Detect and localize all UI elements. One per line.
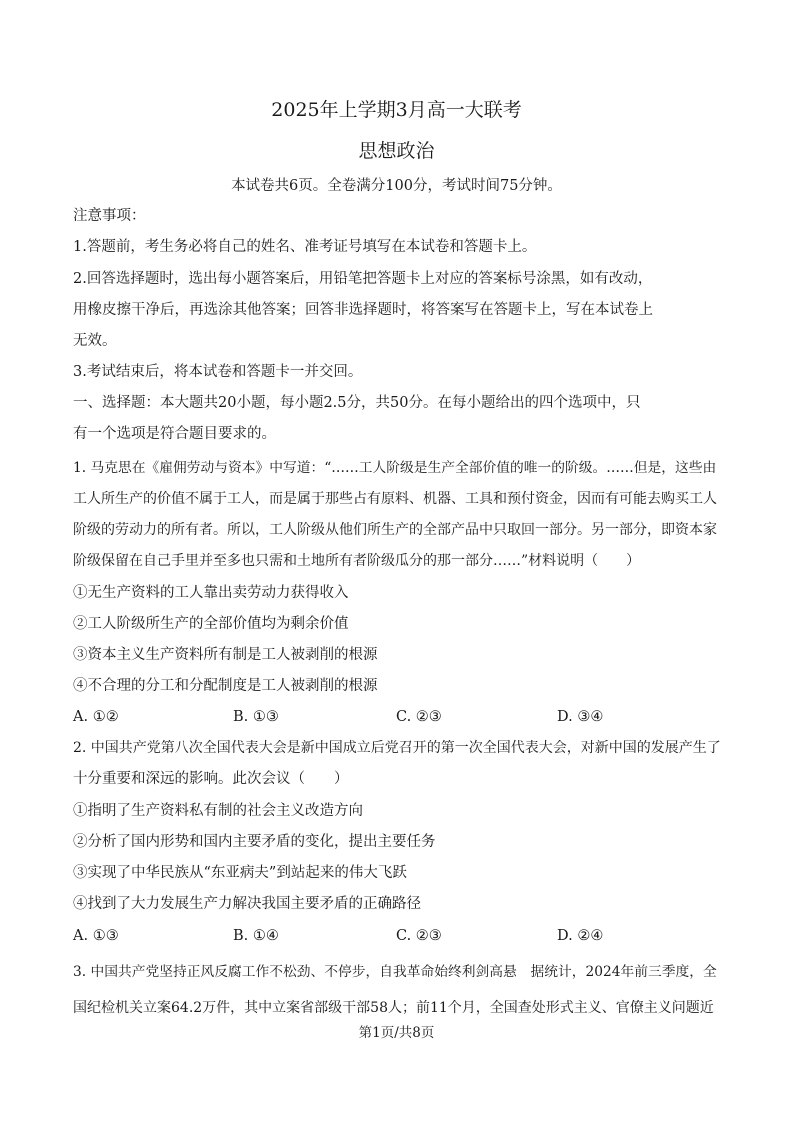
section-heading-line-1: 一、选择题：本大题共20小题，每小题2.5分，共50分。在每小题给出的四个选项中，只 bbox=[73, 395, 641, 411]
q1-option-c: C. ②③ bbox=[396, 709, 442, 725]
q2-stem-line-2: 十分重要和深远的影响。此次会议（ ） bbox=[73, 771, 349, 787]
notes-heading: 注意事项： bbox=[73, 208, 146, 224]
note-item-3: 3.考试结束后，将本试卷和答题卡一并交回。 bbox=[73, 364, 363, 380]
q2-option-a: A. ①③ bbox=[73, 928, 119, 944]
q2-statement-1: ①指明了生产资料私有制的社会主义改造方向 bbox=[73, 803, 363, 819]
q2-option-c: C. ②③ bbox=[396, 928, 442, 944]
q2-option-b: B. ①④ bbox=[233, 928, 279, 944]
q3-stem-line-2: 国纪检机关立案64.2万件，其中立案省部级干部58人；前11个月，全国查处形式主义、官僚主义问题近 bbox=[73, 1000, 714, 1016]
section-heading-line-2: 有一个选项是符合题目要求的。 bbox=[73, 426, 276, 442]
note-item-2-line-1: 2.回答选择题时，选出每小题答案后，用铅笔把答题卡上对应的答案标号涂黑，如有改动， bbox=[73, 271, 653, 287]
q1-statement-2: ②工人阶级所生产的全部价值均为剩余价值 bbox=[73, 616, 349, 632]
page-footer: 第1页/共8页 bbox=[358, 1025, 435, 1041]
q3-stem-line-1: 3. 中国共产党坚持正风反腐工作不松劲、不停步，自我革命始终利剑高悬 据统计，2024年前三季度，全 bbox=[73, 964, 717, 980]
exam-title: 2025年上学期3月高一大联考 bbox=[271, 99, 522, 121]
exam-info: 本试卷共6页。全卷满分100分，考试时间75分钟。 bbox=[231, 178, 562, 194]
q2-statement-2: ②分析了国内形势和国内主要矛盾的变化，提出主要任务 bbox=[73, 834, 436, 850]
subject-title: 思想政治 bbox=[358, 140, 435, 162]
q1-option-b: B. ①③ bbox=[233, 709, 279, 725]
q2-statement-4: ④找到了大力发展生产力解决我国主要矛盾的正确路径 bbox=[73, 896, 421, 912]
q1-option-d: D. ③④ bbox=[557, 709, 604, 725]
q2-statement-3: ③实现了中华民族从“东亚病夫”到站起来的伟大飞跃 bbox=[73, 865, 407, 881]
q1-stem-line-1: 1. 马克思在《雇佣劳动与资本》中写道：“……工人阶级是生产全部价值的唯一的阶级。……但是，这些由 bbox=[73, 460, 717, 476]
q1-statement-3: ③资本主义生产资料所有制是工人被剥削的根源 bbox=[73, 647, 378, 663]
q2-option-d: D. ②④ bbox=[557, 928, 604, 944]
note-item-1: 1.答题前，考生务必将自己的姓名、准考证号填写在本试卷和答题卡上。 bbox=[73, 239, 537, 255]
note-item-2-line-3: 无效。 bbox=[73, 333, 117, 349]
note-item-2-line-2: 用橡皮擦干净后，再选涂其他答案；回答非选择题时，将答案写在答题卡上，写在本试卷上 bbox=[73, 302, 653, 318]
q1-stem-line-4: 阶级保留在自己手里并至多也只需和土地所有者阶级瓜分的那一部分……”材料说明（ ） bbox=[73, 553, 641, 569]
q2-stem-line-1: 2. 中国共产党第八次全国代表大会是新中国成立后党召开的第一次全国代表大会，对新中国的发展产生了 bbox=[73, 740, 721, 756]
q1-statement-4: ④不合理的分工和分配制度是工人被剥削的根源 bbox=[73, 678, 378, 694]
q1-statement-1: ①无生产资料的工人靠出卖劳动力获得收入 bbox=[73, 585, 349, 601]
q1-stem-line-2: 工人所生产的价值不属于工人，而是属于那些占有原料、机器、工具和预付资金，因而有可能去购买工人 bbox=[73, 491, 717, 507]
q1-option-a: A. ①② bbox=[73, 709, 119, 725]
q1-stem-line-3: 阶级的劳动力的所有者。所以，工人阶级从他们所生产的全部产品中只取回一部分。另一部分，即资本家 bbox=[73, 522, 717, 538]
